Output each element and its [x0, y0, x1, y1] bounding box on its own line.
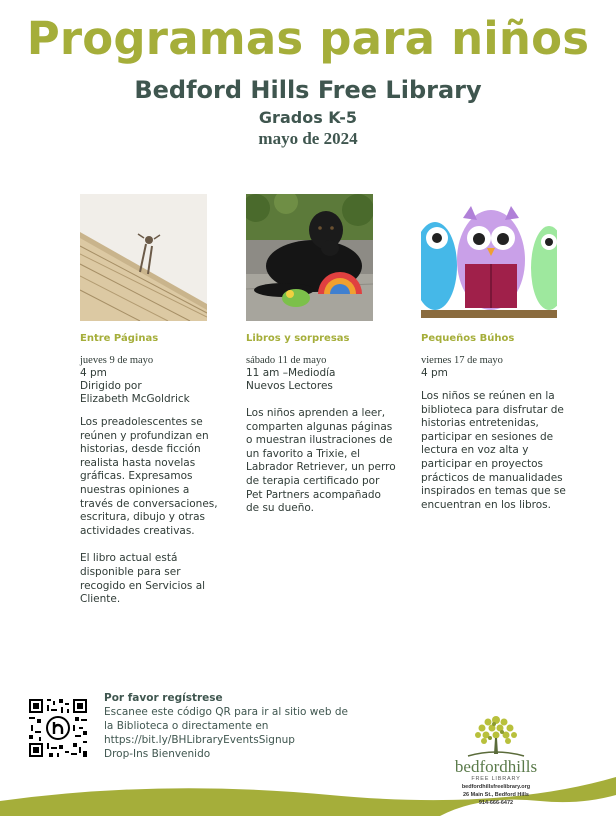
registration-title: Por favor regístrese [104, 692, 223, 704]
program-leader-label: Dirigido por [80, 380, 142, 392]
qr-code[interactable] [29, 699, 87, 757]
logo-wordmark: bedfordhills [454, 757, 538, 776]
program-pequenos-buhos [421, 333, 566, 512]
library-phone: 914-666-6472 [478, 800, 514, 806]
program-libros-y-sorpresas [246, 333, 396, 516]
program-description: Los niños se reúnen en la biblioteca para disfrutar de historias entretenidas, participar en sesiones de lectura en voz alta y participar en proyectos prácticos de manualidades inspirados en temas que se encuentran en los libros. [421, 390, 566, 511]
registration-instruction-2: la Biblioteca o directamente en [104, 720, 269, 732]
tree-logo-icon [464, 710, 528, 758]
library-name: Bedford Hills Free Library [134, 76, 482, 104]
logo-subtitle: FREE LIBRARY [471, 776, 521, 782]
owls-reading-illustration [421, 194, 557, 321]
program-audience: Nuevos Lectores [246, 380, 333, 392]
program-description: Los niños aprenden a leer, comparten algunas páginas o muestran ilustraciones de un favorito a Trixie, el Labrador Retriever, un perro de terapia certificado por Pet Partners acompañado de su dueño. [246, 407, 396, 515]
program-leader-name: Elizabeth McGoldrick [80, 393, 190, 405]
program-date: jueves 9 de mayo [80, 355, 154, 366]
labrador-dog-photo [246, 194, 373, 321]
program-title: Entre Páginas [80, 333, 159, 344]
program-time: 11 am –Mediodía [246, 367, 336, 379]
program-title: Pequeños Búhos [421, 333, 515, 344]
library-address: 26 Main St., Bedford Hills [462, 792, 529, 798]
program-time: 4 pm [421, 367, 448, 379]
program-description: Los preadolescentes se reúnen y profundizan en historias, desde ficción realista hasta novelas gráficas. Expresamos nuestras opiniones a través de conversaciones, escritura, dibujo y otras actividades creativas. [80, 416, 218, 537]
program-time: 4 pm [80, 367, 107, 379]
page-title: Programas para niños [26, 12, 590, 65]
month-label: mayo de 2024 [258, 129, 358, 148]
registration-link[interactable]: https://bit.ly/BHLibraryEventsSignup [104, 734, 295, 746]
program-date: viernes 17 de mayo [421, 355, 503, 366]
book-figure-photo [80, 194, 207, 321]
program-date: sábado 11 de mayo [246, 355, 327, 366]
program-entre-paginas [80, 333, 220, 607]
program-note: El libro actual está disponible para ser recogido en Servicios al Cliente. [80, 552, 206, 606]
program-title: Libros y sorpresas [246, 333, 350, 344]
library-website[interactable]: bedfordhillsfreelibrary.org [461, 784, 531, 790]
library-logo [448, 710, 544, 816]
grades-label: Grados K-5 [258, 108, 358, 127]
dropins-welcome: Drop-Ins Bienvenido [104, 748, 211, 760]
registration-instruction: Escanee este código QR para ir al sitio web de [104, 706, 348, 718]
registration-section [104, 691, 374, 761]
